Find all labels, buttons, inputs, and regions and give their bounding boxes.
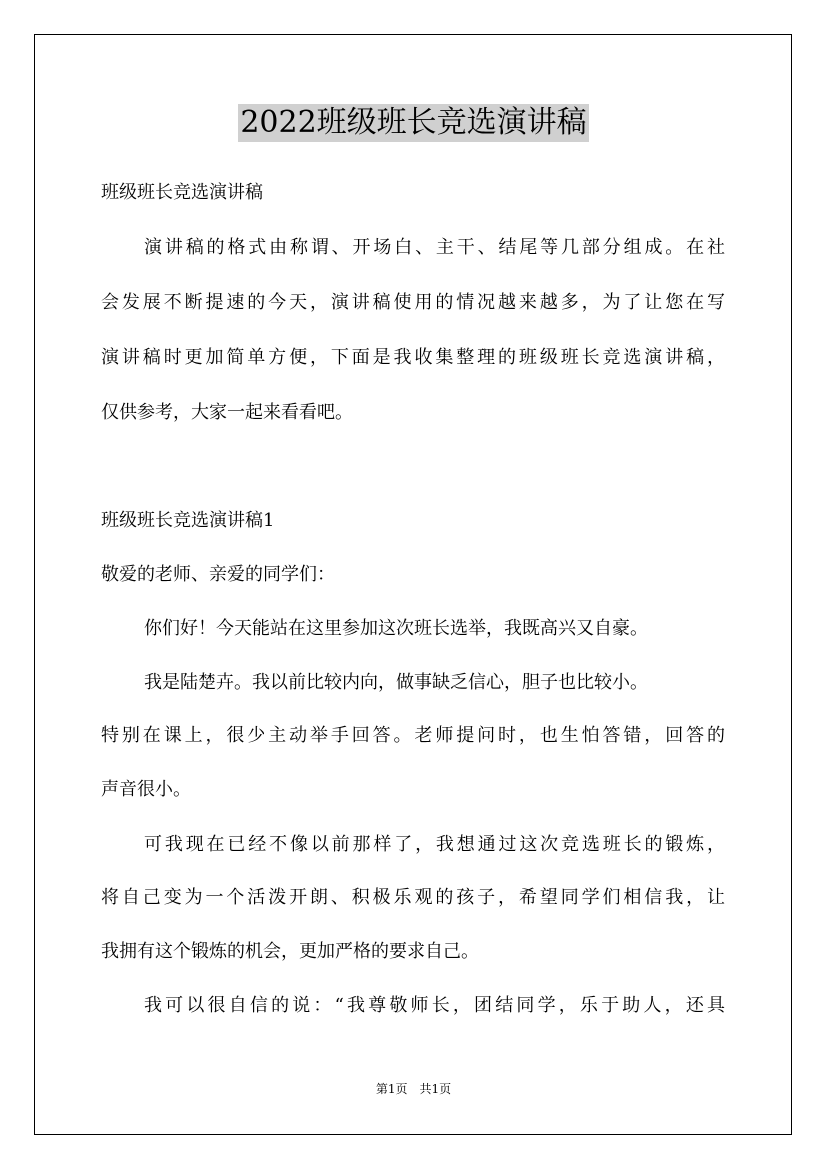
body-line-5: 可我现在已经不像以前那样了，我想通过这次竞选班长的锻炼， [144,834,725,855]
document-title: 2022班级班长竞选演讲稿 [240,105,587,140]
body-line-8: 我可以很自信的说：“我尊敬师长，团结同学，乐于助人，还具 [144,995,725,1016]
body-line-1: 你们好！今天能站在这里参加这次班长选举，我既高兴又自豪。 [144,618,648,639]
body-line-3: 特别在课上，很少主动举手回答。老师提问时，也生怕答错，回答的 [101,725,725,746]
intro-line-1: 演讲稿的格式由称谓、开场白、主干、结尾等几部分组成。在社 [144,237,725,258]
body-line-2: 我是陆楚卉。我以前比较内向，做事缺乏信心，胆子也比较小。 [144,672,648,693]
subtitle: 班级班长竞选演讲稿 [101,182,263,203]
title-container [0,104,827,142]
body-line-6: 将自己变为一个活泼开朗、积极乐观的孩子，希望同学们相信我，让 [101,887,725,908]
body-line-7: 我拥有这个锻炼的机会，更加严格的要求自己。 [101,941,479,962]
intro-line-3: 演讲稿时更加简单方便，下面是我收集整理的班级班长竞选演讲稿， [101,347,725,368]
intro-line-2: 会发展不断提速的今天，演讲稿使用的情况越来越多，为了让您在写 [101,292,725,313]
salutation: 敬爱的老师、亲爱的同学们： [101,564,335,585]
section-heading: 班级班长竞选演讲稿1 [101,510,275,531]
body-line-4: 声音很小。 [101,779,191,800]
page-footer: 第1页 共1页 [375,1082,452,1096]
intro-line-4: 仅供参考，大家一起来看看吧。 [101,402,353,423]
